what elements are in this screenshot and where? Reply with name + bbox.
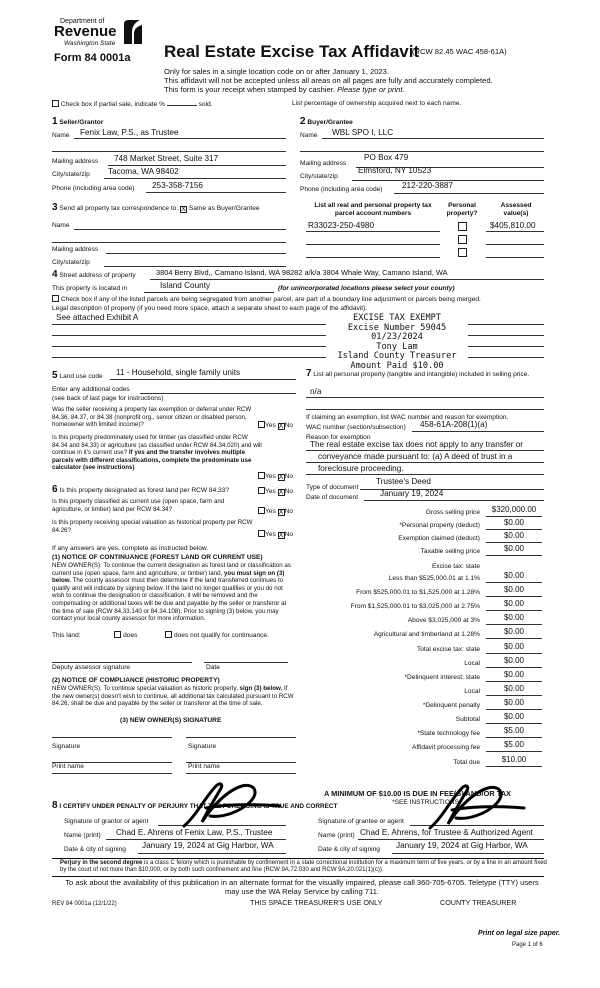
dor-logo-mark-icon [120, 18, 144, 46]
perjury-bold: Perjury in the second degree [60, 860, 143, 866]
reason-underline-3 [306, 464, 544, 475]
seller-city-label: City/state/zip [52, 171, 90, 178]
calc-value-r2[interactable]: $0.00 [503, 585, 525, 594]
legal-line-4 [52, 347, 544, 358]
exemption-question: Was the seller receiving a property tax exemption or deferral under RCW 84.36, 84.37, or 84.38 (nonprofit org., senior citizen or disabled person, homeowner with limited income)? [52, 406, 252, 429]
certify-label: I CERTIFY UNDER PENALTY OF PERJURY THAT THE FOREGOING IS TRUE AND CORRECT [59, 803, 338, 810]
exemption-no-label: No [284, 422, 294, 429]
calc-value-total[interactable]: $10.00 [501, 755, 527, 764]
grantee-name-field[interactable]: Chad E. Ahrens, for Trustee & Authorized Agent [360, 828, 533, 837]
street-num: 4 [52, 269, 58, 280]
buyer-phone-field[interactable]: 212-220-3887 [402, 181, 453, 190]
land-use-row [52, 372, 103, 381]
owner-print-line-2 [186, 752, 296, 763]
seller-mailing-label: Mailing address [52, 158, 99, 165]
same-as-buyer-label: Same as Buyer/Grantee [188, 205, 260, 212]
calc-value-r3[interactable]: $0.00 [503, 599, 525, 608]
corr-name-line2 [52, 232, 286, 243]
partial-sale-checkbox[interactable] [52, 100, 59, 107]
rev-number: REV 84 0001a (12/1/22) [52, 901, 117, 907]
calc-value-local[interactable]: $0.00 [503, 656, 525, 665]
seller-mailing-field[interactable]: 748 Market Street, Suite 317 [114, 154, 219, 163]
seller-heading [52, 118, 103, 127]
personal-line-2 [306, 399, 544, 410]
corr-city-label: City/state/zip [52, 259, 90, 266]
legal-field[interactable]: See attached Exhibit A [56, 313, 139, 322]
calc-value-subtotal[interactable]: $0.00 [503, 712, 525, 721]
availability-note: To ask about the availability of this publication in an alternate format for the visually impaired, please call 360-705-6705. Teletype (TTY) users may use the WA Relay Service by calling 711. [65, 878, 539, 896]
page-number: Page 1 of 6 [512, 942, 543, 948]
buyer-name-line2 [300, 141, 544, 152]
doc-type-field[interactable]: Trustee's Deed [376, 477, 431, 486]
county-treasurer: COUNTY TREASURER [440, 898, 517, 907]
treasurer-stamp [326, 314, 468, 372]
calc-label-gross-label: Gross selling price [425, 509, 480, 516]
personal-field[interactable]: n/a [310, 387, 322, 396]
forest-num: 6 [52, 484, 58, 495]
does-checkbox[interactable] [114, 631, 121, 638]
notice1-body-b: you must sign on (3) below. [52, 569, 285, 585]
correspondence-num: 3 [52, 202, 58, 213]
personal-checkbox-2[interactable] [458, 235, 467, 244]
timber-question-text: Is this property predominately used for timber (as classified under RCW 84.34 and 84.33) or agriculture (as classified under RCW 84.34.020) and will continue in it's current use? [52, 434, 262, 457]
legal-label: Legal description of property (if you need more space, attach a separate sheet to each page of the affidavit). [52, 305, 368, 312]
forest-answer [258, 487, 293, 496]
personal-property-row [306, 370, 546, 379]
calc-label-local-label: Local [464, 660, 480, 667]
doc-type-label: Type of document [306, 484, 359, 491]
see-back-note: (see back of last page for instructions) [52, 395, 164, 402]
additional-codes-line [140, 383, 296, 394]
owner-print-line-1 [52, 752, 172, 763]
assessed-line-1 [486, 221, 544, 232]
timber-no-label: No [284, 473, 294, 480]
seller-heading-num: 1 [52, 116, 58, 127]
this-land-label: This land: [52, 632, 81, 639]
minimum-due-note: A MINIMUM OF $10.00 IS DUE IN FEE(S) AND/OR TAX [324, 789, 511, 798]
assessed-line-2 [486, 234, 544, 245]
calc-value-exemption[interactable]: $0.00 [503, 531, 525, 540]
parcel-line-3 [306, 247, 440, 258]
timber-question [52, 434, 264, 472]
land-use-label: Land use code [59, 373, 103, 380]
correspondence-heading [52, 204, 260, 213]
seller-phone-label: Phone (including area code) [52, 185, 135, 192]
grantee-date-field[interactable]: January 19, 2024 at Gig Harbor, WA [396, 841, 528, 850]
legal-line-1 [52, 314, 544, 325]
personal-num: 7 [306, 368, 312, 379]
this-land-row [52, 631, 269, 640]
calc-value-r4[interactable]: $0.00 [503, 613, 525, 622]
deputy-sig-label: Deputy assessor signature [52, 664, 131, 671]
calc-value-personal[interactable]: $0.00 [503, 518, 525, 527]
current-use-answer [258, 507, 293, 516]
land-use-num: 5 [52, 370, 58, 381]
parcel-line-1 [306, 221, 440, 232]
current-use-no-checkbox[interactable]: X [278, 509, 284, 516]
calc-value-r5[interactable]: $0.00 [503, 627, 525, 636]
personal-property-header: Personal property? [446, 202, 478, 217]
parcel-field-1[interactable]: R33023-250-4980 [308, 221, 375, 230]
ownership-note: List percentage of ownership acquired next to each name. [292, 100, 462, 107]
corr-city-line [104, 256, 286, 267]
owner-print-underline-2 [186, 763, 296, 774]
calc-label-personal-label: *Personal property (deduct) [399, 522, 480, 529]
historic-yes-label: Yes [265, 531, 276, 538]
forest-no-checkbox[interactable]: X [278, 489, 284, 496]
certify-num: 8 [52, 800, 58, 811]
calc-label-state-label: Excise tax: state [431, 563, 480, 570]
grantee-name-label: Name (print) [318, 832, 355, 839]
calc-value-r1[interactable]: $0.00 [503, 571, 525, 580]
wac-label: WAC number (section/subsection) [306, 424, 406, 431]
dept-state: Washington State [64, 40, 116, 47]
partial-sale-sold: sold. [198, 101, 213, 108]
timber-yes-checkbox[interactable] [258, 472, 265, 479]
stamp-line4: Tony Lam [376, 341, 418, 352]
personal-label: List all personal property (tangible and intangible) included in selling price. [313, 371, 530, 378]
buyer-name-field[interactable]: WBL SPO I, LLC [332, 128, 394, 137]
seller-heading-label: Seller/Grantor [59, 119, 104, 126]
notice-line3-italic: Please type or print. [337, 85, 405, 94]
dept-name: Revenue [54, 23, 117, 40]
seller-name-field[interactable]: Fenix Law, P.S., as Trustee [80, 128, 179, 137]
notice-line3 [164, 86, 405, 94]
calc-label-total-state-label: Total excise tax: state [416, 646, 480, 653]
form-number: Form 84 0001a [54, 52, 131, 64]
forest-question: Is this property designated as forest land per RCW 84.33? [59, 487, 230, 494]
assessed-line-3 [486, 247, 544, 258]
exemption-yes-label: Yes [265, 422, 276, 429]
perjury-text: is a class C felony which is punishable by confinement in a state correctional institution for a maximum term of five years, or by a fine in an amount fixed by the court of not more than $10,000, or by both such confinement and fine (RCW 9A.72.030 and RCW 9A.20.021(1)(c)). [60, 860, 547, 874]
calc-value-local2[interactable]: $0.00 [503, 684, 525, 693]
segregated-label: Check box if any of the listed parcels are being segregated from another parcel, are part of a boundary line adjustment or parcels being merged. [60, 296, 481, 303]
does-label: does [123, 632, 138, 639]
timber-yes-label: Yes [265, 473, 276, 480]
historic-answer [258, 530, 293, 539]
owner-print-label-2: Print name [188, 763, 220, 770]
street-label: Street address of property [59, 272, 136, 279]
legal-line-3 [52, 336, 544, 347]
buyer-city-label: City/state/zip [300, 173, 338, 180]
forest-yes-checkbox[interactable] [258, 487, 265, 494]
calc-label-total-label: Total due [453, 759, 480, 766]
notice1-body [52, 562, 296, 623]
historic-question: Is this property receiving special valuation as historical property per RCW 84.26? [52, 519, 253, 534]
grantor-sig-label: Signature of grantor or agent [64, 818, 149, 825]
notice-line1: Only for sales in a single location code on or after January 1, 2023. [164, 67, 389, 76]
legal-line-2 [52, 322, 544, 336]
correspondence-label: Send all property tax correspondence to: [59, 205, 179, 212]
parcel-line-2 [306, 234, 440, 245]
buyer-city-field[interactable]: Elmsford, NY 10523 [358, 166, 432, 175]
see-instructions-note: *SEE INSTRUCTIONS [392, 799, 460, 806]
buyer-mailing-field[interactable]: PO Box 479 [364, 153, 409, 162]
grantor-date-field[interactable]: January 19, 2024 at Gig Harbor, WA [142, 841, 274, 850]
calc-label-delinq-pen-label: *Delinquent penalty [422, 702, 480, 709]
partial-sale-label: Check box if partial sale, indicate % [60, 101, 165, 108]
buyer-heading [300, 118, 353, 127]
partial-sale-row [52, 100, 213, 109]
stamp-line3: 01/23/2024 [371, 332, 423, 343]
calc-label-local2-label: Local [464, 688, 480, 695]
notice2-body-b: sign (3) below. [239, 685, 283, 692]
reason-underline-2 [306, 452, 544, 463]
notice2-body-c: If the new owner(s) doesn't wish to continue, all additional tax calculated pursuant to RCW 84.26, shall be due and payable by the seller or transferor at the time of sale. [52, 685, 294, 708]
personal-checkbox-3[interactable] [458, 248, 467, 257]
notice2-heading: (2) NOTICE OF COMPLIANCE (HISTORIC PROPERTY) [52, 677, 220, 684]
perjury-note [60, 860, 550, 874]
seller-phone-field[interactable]: 253-358-7156 [152, 181, 203, 190]
footer-rule2 [52, 876, 544, 877]
owner-sig-label-1: Signature [52, 743, 81, 750]
exemption-no-checkbox[interactable]: X [278, 423, 284, 430]
timber-question-bold: If yes and the transfer involves multiple parcels with different classifications, complete the predominate use calculator (see instructions) [52, 449, 252, 472]
historic-no-label: No [284, 531, 294, 538]
segregated-row [52, 295, 481, 304]
same-as-buyer-checkbox[interactable]: X [181, 206, 186, 213]
title-statute: (RCW 82.45 WAC 458-61A) [412, 47, 507, 56]
deputy-sig-line [52, 652, 192, 663]
corr-name-line [74, 219, 286, 230]
reason-line-1[interactable]: The real estate excise tax does not apply to any transfer or [310, 440, 523, 449]
assessed-value-header: Assessed value(s) [500, 202, 532, 217]
calc-label-r3-label: From $1,525,000.01 to $3,025,000 at 2.75% [350, 603, 480, 610]
calc-value-tech[interactable]: $5.00 [503, 726, 525, 735]
does-not-label: does not qualify for continuance. [173, 632, 269, 639]
calc-label-r1-label: Less than $525,000.01 at 1.1% [388, 575, 480, 582]
grantee-sig-label: Signature of grantee or agent [318, 818, 404, 825]
calc-label-delinq-state-label: *Delinquent interest: state [404, 674, 480, 681]
new-owner-sig-heading: (3) NEW OWNER(S) SIGNATURE [120, 717, 222, 724]
forest-yes-label: Yes [265, 488, 276, 495]
stamp-line5: Island County Treasurer [337, 351, 457, 362]
reason-line-2[interactable]: conveyance made pursuant to: (a) A deed of trust in a [318, 452, 513, 461]
land-use-field[interactable]: 11 - Household, single family units [116, 368, 241, 377]
current-use-yes-checkbox[interactable] [258, 507, 265, 514]
historic-no-checkbox[interactable]: X [278, 532, 284, 539]
assessed-field-1[interactable]: $405,810.00 [490, 221, 536, 230]
stamp-line1: EXCISE TAX EXEMPT [353, 313, 441, 323]
calc-label-proc-label: Affidavit processing fee [411, 744, 480, 751]
legal-paper-note: Print on legal size paper. [478, 930, 561, 937]
calc-label-r4-label: Above $3,025,000 at 3% [407, 617, 480, 624]
treasurer-use: THIS SPACE TREASURER'S USE ONLY [250, 898, 383, 907]
corr-name-label: Name [52, 222, 70, 229]
street-row [52, 271, 136, 280]
claim-label: If claiming an exemption, list WAC number and reason for exemption. [306, 414, 509, 421]
notice1-heading: (1) NOTICE OF CONTINUANCE (FOREST LAND OR CURRENT USE) [52, 554, 263, 561]
calc-value-delinq-pen[interactable]: $0.00 [503, 698, 525, 707]
calc-value-proc[interactable]: $5.00 [503, 740, 525, 749]
street-field[interactable]: 3804 Berry Blvd,, Camano Island, WA 98282 a/k/a 3804 Whale Way, Camano Island, WA [156, 268, 448, 277]
calc-label-tech-label: *State technology fee [417, 730, 480, 737]
located-label: This property is located in [52, 285, 128, 292]
personal-line-1 [306, 387, 544, 398]
calc-value-gross[interactable]: $320,000.00 [491, 505, 537, 514]
segregated-checkbox[interactable] [52, 295, 59, 302]
owner-print-underline-1 [52, 763, 172, 774]
current-use-question: Is this property classified as current use (open space, farm and agriculture, or timber) land per RCW 84.34? [52, 498, 225, 513]
owner-print-label-1: Print name [52, 763, 84, 770]
doc-date-label: Date of document [306, 494, 359, 501]
reason-underline-1 [306, 440, 544, 451]
notice1-body-c: The county assessor must then determine if the land transferred continues to qualify and will indicate by signing below. If the land no longer qualifies or you do not wish to continue the designation or classification, it will be removed and the compensating or additional taxes will be due and payable by the seller or transferor at the time of sale (RCW 84.33.140 or 84.34.108). Prior to signing (3) below, you may contact your local county assessor for more information. [52, 577, 287, 623]
buyer-phone-label: Phone (including area code) [300, 186, 383, 193]
calc-value-delinq-state[interactable]: $0.00 [503, 670, 525, 679]
doc-date-field[interactable]: January 19, 2024 [380, 489, 444, 498]
corr-mailing-line [106, 243, 286, 254]
dept-line: Department of [60, 18, 105, 25]
seller-name-label: Name [52, 132, 70, 139]
owner-sig-line-1 [52, 727, 172, 738]
notice-line3-text: This form is your receipt when stamped by cashier. [164, 85, 335, 94]
timber-answer [258, 472, 293, 481]
grantor-name-field[interactable]: Chad E. Ahrens of Fenix Law, P.S., Trustee [116, 828, 273, 837]
notice1-body-a: NEW OWNER(S): To continue the current designation as forest land or classification as current use (open space, farm and agriculture, or timber) land, [52, 562, 291, 577]
dor-logo [50, 16, 150, 68]
calc-label-subtotal-label: Subtotal [455, 716, 480, 723]
corr-mailing-label: Mailing address [52, 246, 99, 253]
calc-value-total-state[interactable]: $0.00 [503, 642, 525, 651]
calc-value-taxable[interactable]: $0.00 [503, 544, 525, 553]
personal-checkbox-1[interactable] [458, 222, 467, 231]
stamp-line2: Excise Number 59045 [347, 322, 447, 333]
calc-label-r5-label: Agricultural and timberland at 1.28% [373, 631, 480, 638]
buyer-heading-label: Buyer/Grantee [307, 119, 353, 126]
buyer-heading-num: 2 [300, 116, 306, 127]
any-yes-note: If any answers are yes, complete as instructed below. [52, 545, 209, 552]
exemption-answer [258, 421, 293, 430]
calc-label-exemption-label: Exemption claimed (deduct) [398, 535, 480, 542]
seller-name-line2 [52, 141, 286, 152]
owner-sig-label-2: Signature [188, 743, 217, 750]
reason-line-3[interactable]: foreclosure proceeding. [318, 464, 404, 473]
does-not-checkbox[interactable] [165, 631, 172, 638]
timber-no-checkbox[interactable]: X [278, 474, 284, 481]
buyer-mailing-label: Mailing address [300, 160, 347, 167]
stamp-line6: Amount Paid $10.00 [350, 360, 444, 371]
grantor-date-label: Date & city of signing [64, 846, 126, 853]
wac-field[interactable]: 458-61A-208(1)(a) [420, 420, 488, 429]
page-title: Real Estate Excise Tax Affidavit [164, 42, 420, 61]
seller-city-field[interactable]: Tacoma, WA 98402 [108, 167, 179, 176]
calc-label-r2-label: From $525,000.01 to $1,525,000 at 1.28% [356, 589, 480, 596]
parcel-header: List all real and personal property tax parcel account numbers [314, 202, 432, 217]
buyer-name-label: Name [300, 132, 318, 139]
owner-sig-line-2 [186, 727, 296, 738]
located-field[interactable]: Island County [160, 281, 211, 290]
deputy-date-line [204, 652, 288, 663]
additional-codes-label: Enter any additional codes [52, 386, 130, 393]
current-use-yes-label: Yes [265, 508, 276, 515]
calc-label-taxable-label: Taxable selling price [420, 548, 480, 555]
notice-line2: This affidavit will not be accepted unless all areas on all pages are fully and accurately completed. [164, 76, 493, 85]
grantor-signature [176, 776, 286, 836]
deputy-date-label: Date [206, 664, 220, 671]
current-use-no-label: No [284, 508, 294, 515]
notice2-body [52, 685, 296, 708]
grantor-name-label: Name (print) [64, 832, 101, 839]
unincorporated-note: (for unincorporated locations please select your county) [278, 285, 455, 292]
forest-row [52, 486, 229, 495]
notice2-body-a: NEW OWNER(S): To continue special valuation as historic property, [52, 685, 238, 692]
historic-yes-checkbox[interactable] [258, 530, 265, 537]
grantee-date-label: Date & city of signing [318, 846, 380, 853]
footer-rule [52, 858, 544, 859]
exemption-yes-checkbox[interactable] [258, 421, 265, 428]
forest-no-label: No [284, 488, 294, 495]
reason-label: Reason for exemption [306, 434, 371, 441]
